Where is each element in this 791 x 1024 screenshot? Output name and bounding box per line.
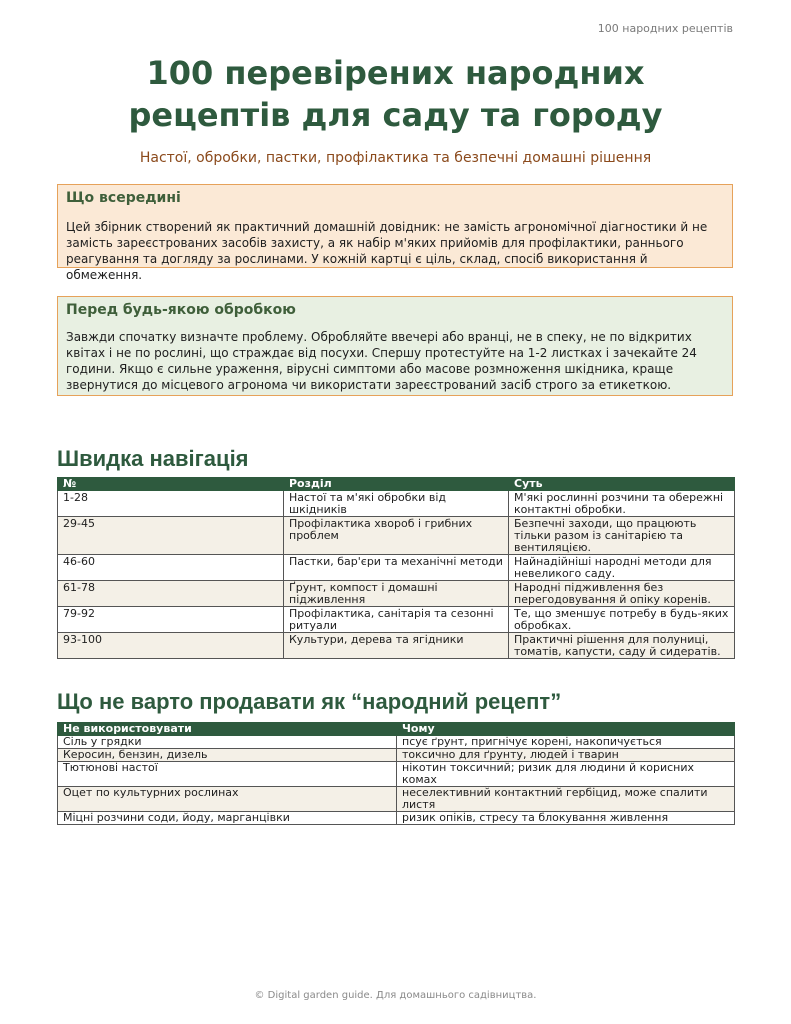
page-subtitle: Настої, обробки, пастки, профілактика та безпечні домашні рішення bbox=[139, 150, 652, 166]
row-section: Профілактика, санітарія та сезонні ритуали bbox=[284, 607, 509, 633]
row-essence: Народні підживлення без перегодовування й опіку коренів. bbox=[509, 581, 735, 607]
navigation-header-row bbox=[58, 478, 735, 491]
inside-callout-body: Цей збірник створений як практичний домашній довідник: не замість агрономічної діагностики й не замість зареєстрованих засобів захисту, а як набір м'яких прийомів для профілактики, раннього реагування та догляду за рослинами. У кожній картці є ціль, склад, спосіб використання й обмеження. bbox=[66, 220, 708, 282]
row-range: 1-28 bbox=[58, 491, 284, 517]
row-substance: Керосин, бензин, дизель bbox=[58, 749, 397, 762]
title-line-2: рецептів для саду та городу bbox=[128, 96, 663, 134]
page-footer: © Digital garden guide. Для домашнього садівництва. bbox=[254, 990, 537, 1001]
running-head: 100 народних рецептів bbox=[597, 22, 733, 35]
before-treatment-body: Завжди спочатку визначте проблему. Обробляйте ввечері або вранці, не в спеку, не по відкритих квітах і не по рослині, що страждає від посухи. Спершу протестуйте на 1-2 листках і зачекайте 24 години. Якщо є сильне ураження, вірусні симптоми або масове розмноження шкідника, краще звернутися до місцевого агронома чи використати зареєстрований засіб строго за етикеткою. bbox=[66, 330, 697, 392]
row-reason: токсично для ґрунту, людей і тварин bbox=[397, 749, 735, 762]
not-to-use-header-row bbox=[58, 723, 735, 736]
row-section: Профілактика хвороб і грибних проблем bbox=[284, 517, 509, 555]
row-section: Настої та м'які обробки від шкідників bbox=[284, 491, 509, 517]
row-section: Культури, дерева та ягідники bbox=[284, 633, 509, 659]
row-essence: Найнадійніші народні методи для невеликого саду. bbox=[509, 555, 735, 581]
table-row bbox=[58, 581, 735, 607]
before-treatment-callout bbox=[57, 296, 733, 396]
column-header-essence: Суть bbox=[509, 478, 735, 491]
row-range: 79-92 bbox=[58, 607, 284, 633]
row-substance: Міцні розчини соди, йоду, марганцівки bbox=[58, 812, 397, 825]
table-row bbox=[58, 812, 735, 825]
row-section: Ґрунт, компост і домашні підживлення bbox=[284, 581, 509, 607]
navigation-heading: Швидка навігація bbox=[57, 446, 249, 471]
row-range: 61-78 bbox=[58, 581, 284, 607]
before-treatment-title: Перед будь-якою обробкою bbox=[66, 302, 296, 318]
page-title bbox=[0, 52, 791, 136]
title-line-1: 100 перевірених народних bbox=[146, 54, 645, 92]
row-substance: Оцет по культурних рослинах bbox=[58, 787, 397, 812]
row-essence: Безпечні заходи, що працюють тільки разом із санітарією та вентиляцією. bbox=[509, 517, 735, 555]
column-header-section: Розділ bbox=[284, 478, 509, 491]
row-reason: нікотин токсичний; ризик для людини й корисних комах bbox=[397, 762, 735, 787]
row-substance: Сіль у грядки bbox=[58, 736, 397, 749]
row-essence: М'які рослинні розчини та обережні контактні обробки. bbox=[509, 491, 735, 517]
row-range: 46-60 bbox=[58, 555, 284, 581]
row-essence: Те, що зменшує потребу в будь-яких обробках. bbox=[509, 607, 735, 633]
column-header-number: № bbox=[58, 478, 284, 491]
row-reason: неселективний контактний гербіцид, може спалити листя bbox=[397, 787, 735, 812]
table-row bbox=[58, 555, 735, 581]
row-reason: ризик опіків, стресу та блокування живлення bbox=[397, 812, 735, 825]
row-reason: псує ґрунт, пригнічує корені, накопичується bbox=[397, 736, 735, 749]
table-row bbox=[58, 517, 735, 555]
row-substance: Тютюнові настої bbox=[58, 762, 397, 787]
table-row bbox=[58, 787, 735, 812]
row-range: 93-100 bbox=[58, 633, 284, 659]
table-row bbox=[58, 633, 735, 659]
row-range: 29-45 bbox=[58, 517, 284, 555]
column-header-do-not-use: Не використовувати bbox=[58, 723, 397, 736]
navigation-table bbox=[57, 477, 735, 659]
table-row bbox=[58, 607, 735, 633]
not-to-use-table bbox=[57, 722, 735, 825]
table-row bbox=[58, 749, 735, 762]
row-essence: Практичні рішення для полуниці, томатів, капусти, саду й сидератів. bbox=[509, 633, 735, 659]
table-row bbox=[58, 762, 735, 787]
table-row bbox=[58, 736, 735, 749]
column-header-why: Чому bbox=[397, 723, 735, 736]
inside-callout-title: Що всередині bbox=[66, 190, 181, 206]
table-row bbox=[58, 491, 735, 517]
row-section: Пастки, бар'єри та механічні методи bbox=[284, 555, 509, 581]
inside-callout bbox=[57, 184, 733, 282]
not-to-use-heading: Що не варто продавати як “народний рецепт” bbox=[57, 689, 562, 714]
